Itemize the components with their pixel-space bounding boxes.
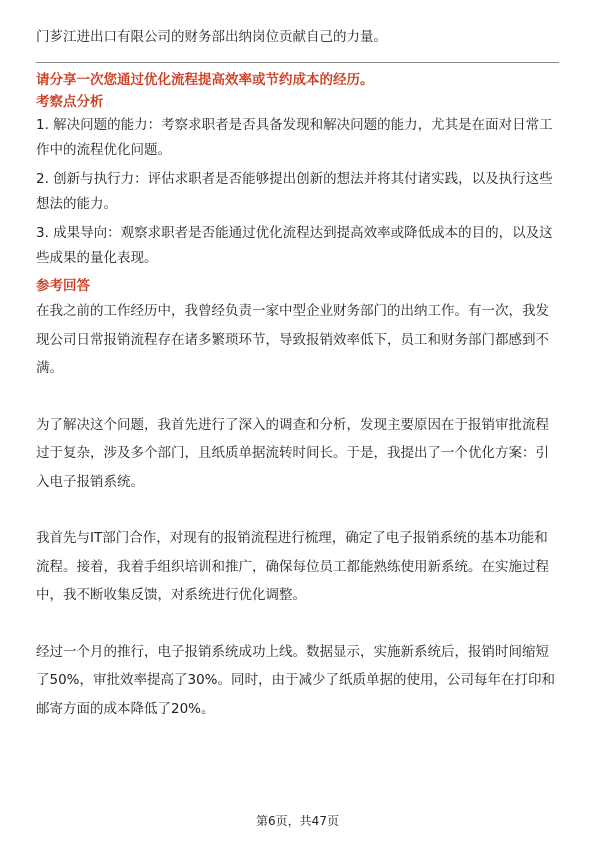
answer-title: 参考回答 (36, 278, 90, 294)
intro-text: 门芗江进出口有限公司的财务部出纳岗位贡献自己的力量。 (36, 29, 387, 45)
analysis-point: 3. 成果导向：观察求职者是否能通过优化流程达到提高效率或降低成本的目的，以及这些成果的量化表现。 (36, 225, 553, 266)
answer-body (36, 297, 559, 723)
document-page (36, 26, 559, 723)
analysis-point: 2. 创新与执行力：评估求职者是否能够提出创新的想法并将其付诸实践，以及执行这些想法的能力。 (36, 171, 553, 212)
answer-paragraph: 在我之前的工作经历中，我曾经负责一家中型企业财务部门的出纳工作。有一次，我发现公司日常报销流程存在诸多繁琐环节，导致报销效率低下，员工和财务部门都感到不满。 (36, 303, 549, 376)
section-divider (36, 62, 559, 63)
answer-paragraph: 我首先与IT部门合作，对现有的报销流程进行梳理，确定了电子报销系统的基本功能和流程。接着，我着手组织培训和推广，确保每位员工都能熟练使用新系统。在实施过程中，我不断收集反馈，对系统进行优化调整。 (36, 530, 549, 603)
question-heading: 请分享一次您通过优化流程提高效率或节约成本的经历。 (36, 72, 374, 88)
answer-paragraph: 为了解决这个问题，我首先进行了深入的调查和分析，发现主要原因在于报销审批流程过于复杂，涉及多个部门，且纸质单据流转时间长。于是，我提出了一个优化方案：引入电子报销系统。 (36, 416, 549, 490)
analysis-point: 1. 解决问题的能力：考察求职者是否具备发现和解决问题的能力，尤其是在面对日常工作中的流程优化问题。 (36, 117, 553, 158)
analysis-title: 考察点分析 (36, 94, 104, 110)
page-number: 第6页，共47页 (256, 814, 339, 828)
answer-paragraph: 经过一个月的推行，电子报销系统成功上线。数据显示，实施新系统后，报销时间缩短了50%，审批效率提高了30%。同时，由于减少了纸质单据的使用，公司每年在打印和邮寄方面的成本降低了20%。 (36, 643, 556, 717)
analysis-points (36, 113, 559, 271)
